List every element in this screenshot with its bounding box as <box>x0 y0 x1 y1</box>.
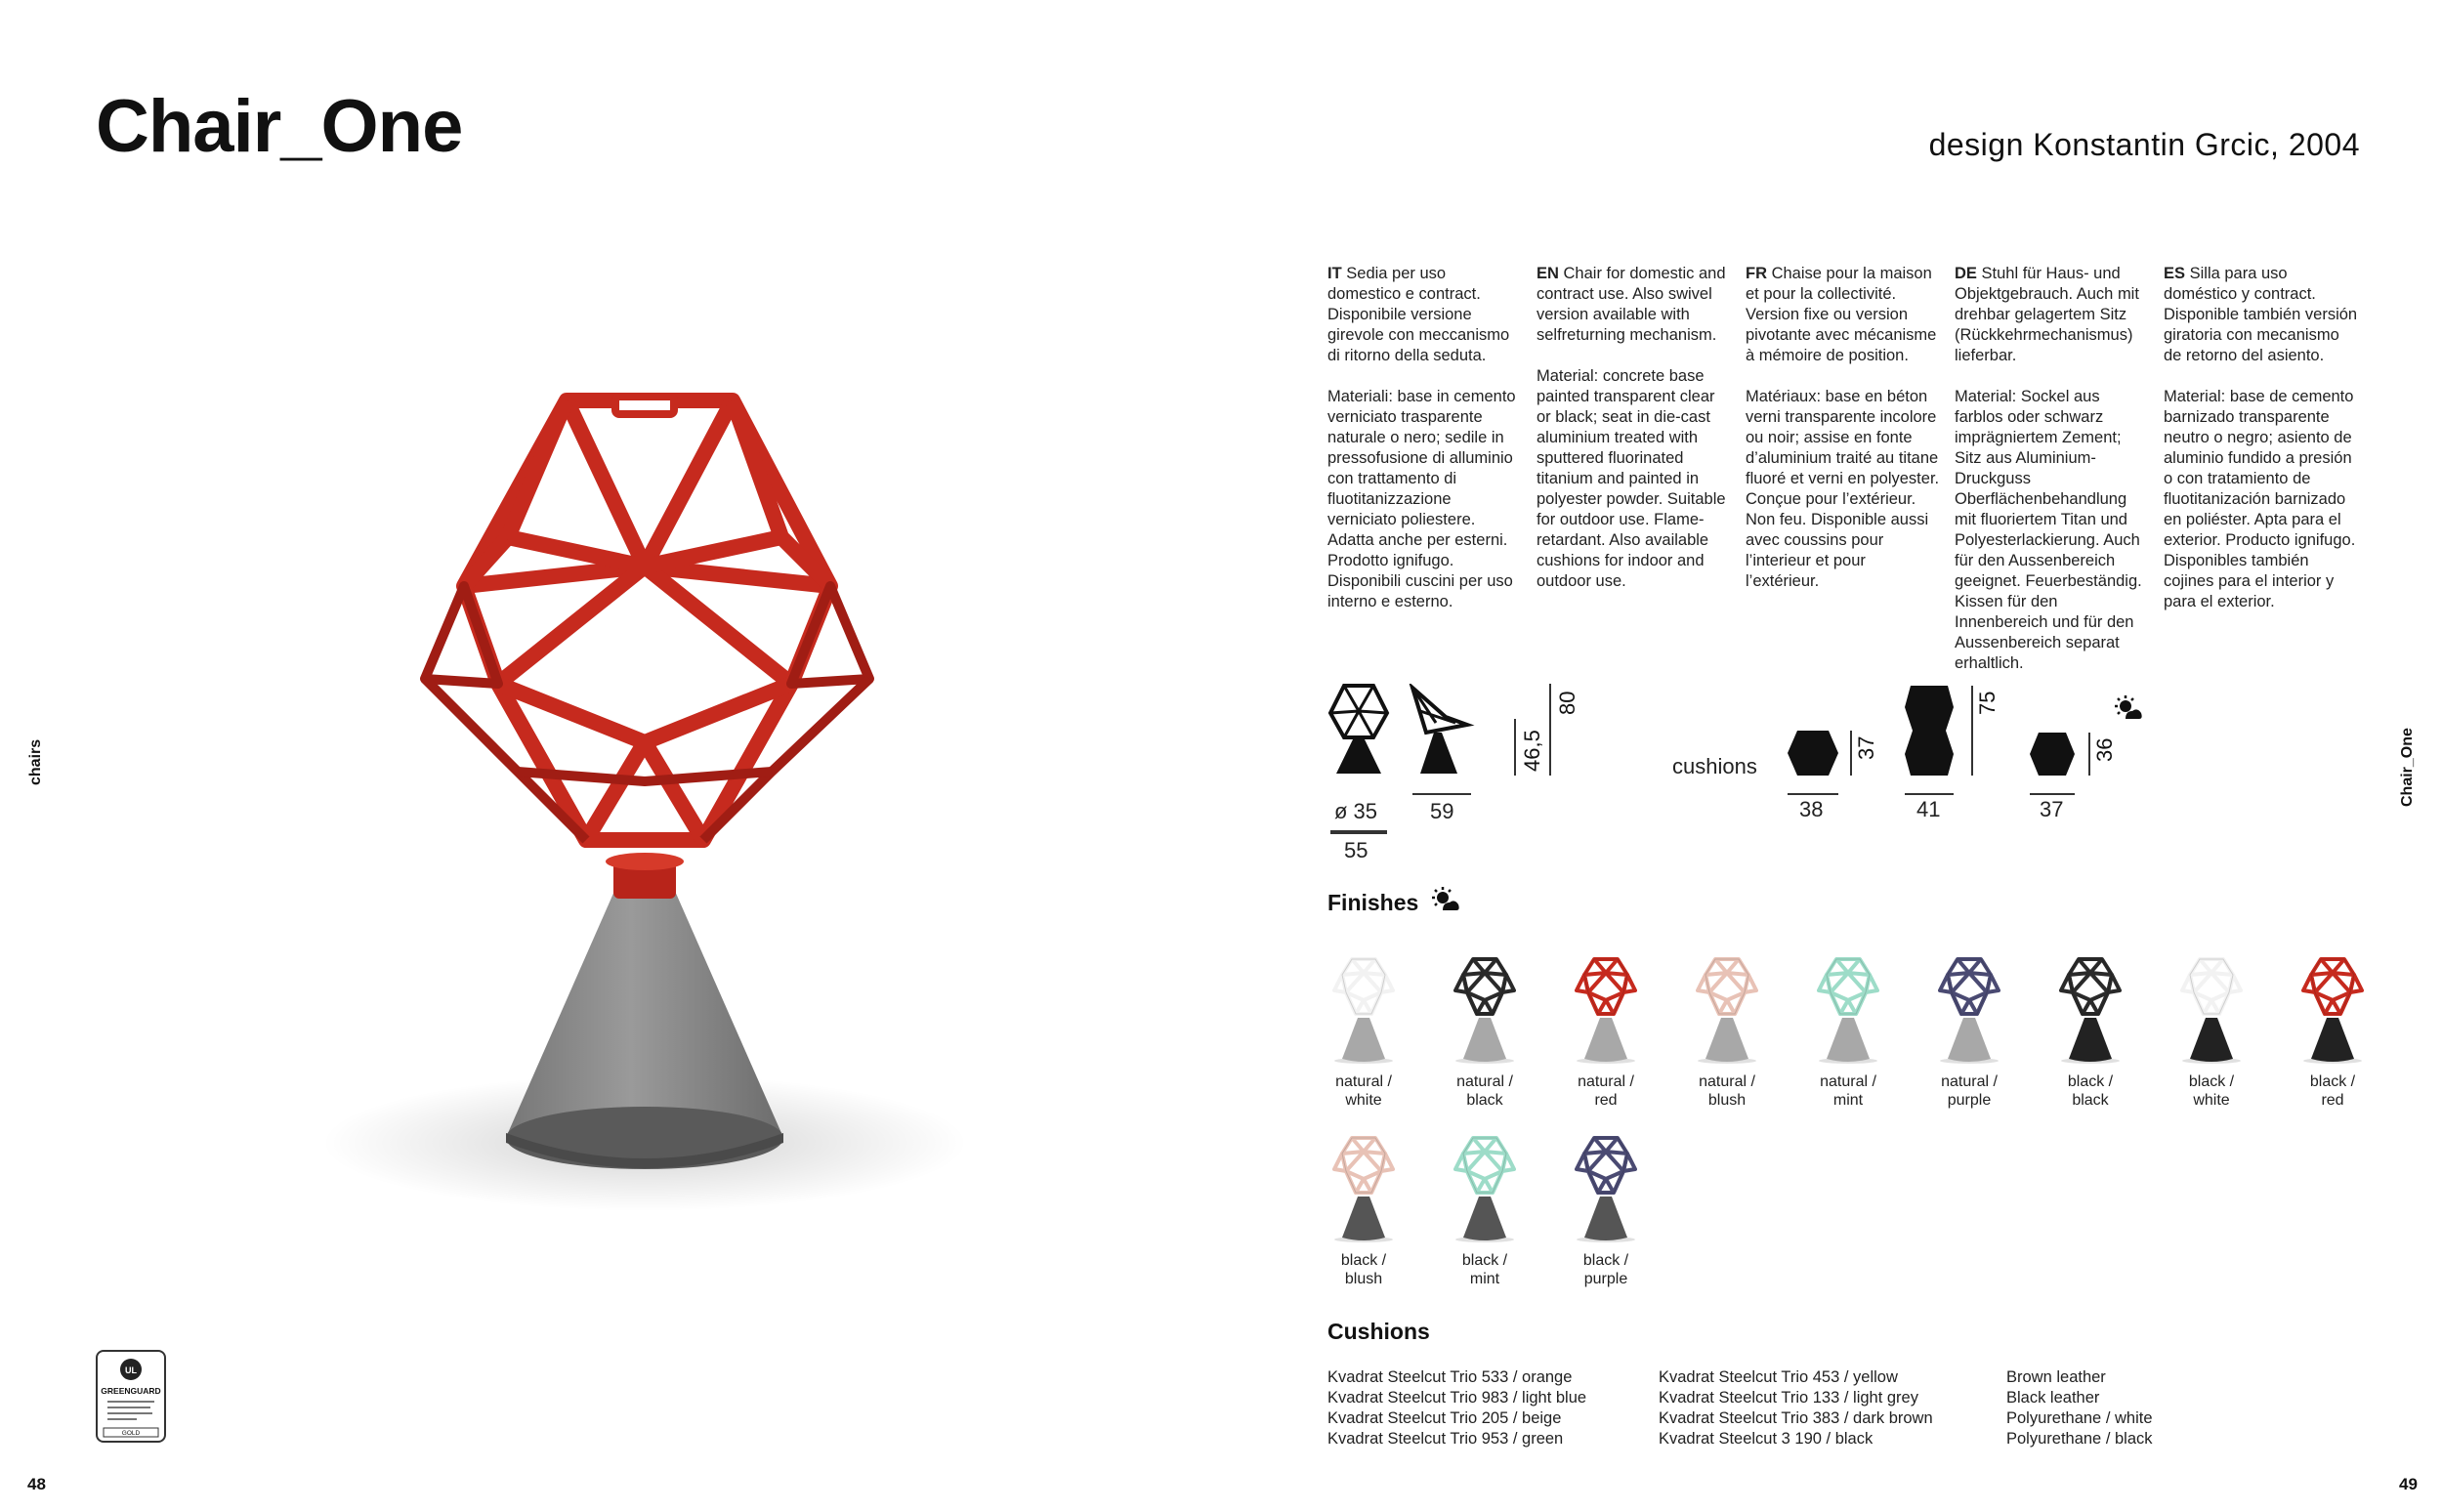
dim-diameter: ø 35 <box>1334 799 1378 823</box>
cushion-option: Kvadrat Steelcut 3 190 / black <box>1659 1430 1874 1448</box>
finish-swatch <box>1321 957 1407 1110</box>
description-de <box>1955 264 2150 694</box>
greenguard-text: GREENGUARD <box>101 1386 161 1396</box>
cushion-option: Polyurethane / white <box>2006 1409 2153 1427</box>
finish-swatch <box>1321 1136 1407 1288</box>
finish-chair-icon <box>1567 957 1645 1065</box>
finish-chair-icon <box>1446 957 1524 1065</box>
cushion-option: Brown leather <box>2006 1368 2106 1386</box>
cushion-option: Kvadrat Steelcut Trio 133 / light grey <box>1659 1389 1918 1407</box>
dim-line-cushion3-width <box>2030 793 2075 795</box>
finish-label-line2: blush <box>1707 1092 1747 1109</box>
material-text: Material: Sockel aus farblos oder schwarz imprägniertem Zement; Sitz aus Aluminium-Druckguss Oberflächenbehandlung mit fluoriertem Titan und Polyesterlackierung. Auch für den Aussenbereich geeignet. Feuerbeständig. Kissen für den Innenbereich und für den Aussenbereich separat erhaltlich. <box>1955 388 2142 672</box>
cushions-heading: Cushions <box>1327 1319 1430 1344</box>
dim-line-cushion1-width <box>1788 793 1838 795</box>
cushion-option: Kvadrat Steelcut Trio 983 / light blue <box>1327 1389 1587 1407</box>
dim-cushion3-height: 36 <box>2092 737 2117 762</box>
finish-chair-icon <box>1567 1136 1645 1243</box>
cushion-option: Kvadrat Steelcut Trio 453 / yellow <box>1659 1368 1898 1386</box>
finish-chair-icon <box>1688 957 1766 1065</box>
dim-line-height <box>1549 684 1551 776</box>
finish-chair-icon <box>1325 957 1403 1065</box>
intro-text: Sedia per uso domestico e contract. Disponibile versione girevole con meccanismo di ritorno della seduta. <box>1327 265 1510 364</box>
finish-chair-icon <box>1809 957 1887 1065</box>
finish-label-line1: black / <box>1340 1252 1387 1269</box>
description-en <box>1537 264 1732 612</box>
dim-cushion1-width: 38 <box>1799 797 1824 821</box>
chair-photo <box>322 391 1026 1270</box>
finish-chair-icon <box>1446 1136 1524 1243</box>
lang-code: EN <box>1537 265 1559 282</box>
finish-swatch <box>1442 957 1528 1110</box>
material-text: Material: concrete base painted transparent clear or black; seat in die-cast aluminium treated with sputtered fluorinated titanium and painted in polyester powder. Suitable for outdoor use. Flame-retardant. Also available cushions for indoor and outdoor use. <box>1537 367 1726 590</box>
description-fr <box>1746 264 1941 612</box>
finish-label-line2: blush <box>1344 1271 1383 1287</box>
dim-line-seat-height <box>1514 719 1516 776</box>
cushions-dim-label: cushions <box>1672 754 1757 778</box>
finish-label-line2: purple <box>1947 1092 1992 1109</box>
material-text: Matériaux: base en béton verni transparente incolore ou noir; assise en fonte d’aluminium traité au titane fluoré et verni en polyester. Conçue pour l’extérieur. Non feu. Disponible aussi avec coussins pour l’interieur et pour l’extérieur. <box>1746 388 1940 590</box>
chair-front-silhouette-icon <box>1325 684 1393 777</box>
dim-line-depth <box>1412 793 1471 795</box>
finish-swatch <box>2168 957 2254 1110</box>
finish-label-line1: natural / <box>1456 1073 1513 1090</box>
cushion-option: Kvadrat Steelcut Trio 383 / dark brown <box>1659 1409 1933 1427</box>
cushion-list-3 <box>2006 1367 2153 1449</box>
finish-swatch <box>2290 957 2376 1110</box>
dim-line-cushion3-height <box>2088 733 2090 776</box>
finish-label-line1: natural / <box>1699 1073 1755 1090</box>
outdoor-sun-cloud-icon <box>1431 887 1460 914</box>
finish-swatch <box>1563 1136 1649 1288</box>
page-title: Chair_One <box>96 85 463 168</box>
finish-label-line1: black / <box>2188 1073 2235 1090</box>
cushion-full-icon <box>1905 686 1954 776</box>
finish-swatch <box>1926 957 2012 1110</box>
lang-code: DE <box>1955 265 1977 282</box>
dim-seat-height: 46,5 <box>1520 730 1544 772</box>
lang-code: FR <box>1746 265 1767 282</box>
description-es <box>2164 264 2359 633</box>
chair-side-silhouette-icon <box>1407 684 1475 777</box>
page-number-left: 48 <box>27 1475 46 1493</box>
finish-swatch <box>1442 1136 1528 1288</box>
finish-label-line2: black <box>1466 1092 1503 1109</box>
greenguard-badge <box>96 1350 166 1443</box>
dim-cushion2-height: 75 <box>1975 691 2000 715</box>
finish-label-line1: black / <box>2067 1073 2114 1090</box>
intro-text: Chaise pour la maison et pour la collectivité. Version fixe ou version pivotante avec mécanisme à mémoire de position. <box>1746 265 1937 364</box>
finish-label-line2: white <box>1345 1092 1382 1109</box>
finish-chair-icon <box>1930 957 2008 1065</box>
dim-line-width <box>1330 832 1387 834</box>
material-text: Materiali: base in cemento verniciato trasparente naturale o nero; sedile in pressofusione di alluminio con trattamento di fluotitanizzazione verniciato poliestere. Adatta anche per esterni. Prodotto ignifugo. Disponibili cuscini per uso interno e esterno. <box>1327 388 1516 610</box>
cushion-seat-icon <box>1788 731 1838 776</box>
dim-line-cushion2-width <box>1905 793 1954 795</box>
section-label: chairs <box>27 738 44 785</box>
finishes-heading <box>1327 887 1460 916</box>
finish-label-line1: natural / <box>1335 1073 1392 1090</box>
finish-label-line2: black <box>2072 1092 2109 1109</box>
dim-height: 80 <box>1555 691 1579 715</box>
finish-label-line1: black / <box>1461 1252 1508 1269</box>
finish-swatch <box>1684 957 1770 1110</box>
cushion-option: Kvadrat Steelcut Trio 205 / beige <box>1327 1409 1562 1427</box>
finish-swatch <box>1805 957 1891 1110</box>
cushion-option: Polyurethane / black <box>2006 1430 2153 1448</box>
finish-swatch <box>1563 957 1649 1110</box>
finish-chair-icon <box>1325 1136 1403 1243</box>
finish-label-line1: natural / <box>1941 1073 1998 1090</box>
dim-cushion2-width: 41 <box>1916 797 1941 821</box>
lang-code: ES <box>2164 265 2186 282</box>
dim-line-cushion1-height <box>1850 731 1852 776</box>
finish-label-line1: natural / <box>1578 1073 1634 1090</box>
cushion-option: Black leather <box>2006 1389 2100 1407</box>
finish-label-line2: mint <box>1832 1092 1864 1109</box>
outdoor-sun-cloud-icon <box>2114 695 2143 723</box>
greenguard-logo <box>98 1352 164 1441</box>
cushion-option: Kvadrat Steelcut Trio 533 / orange <box>1327 1368 1573 1386</box>
page-number-right: 49 <box>2399 1475 2418 1493</box>
dim-cushion3-width: 37 <box>2040 797 2064 821</box>
designer-credit: design Konstantin Grcic, 2004 <box>1928 127 2360 162</box>
finish-chair-icon <box>2051 957 2129 1065</box>
intro-text: Silla para uso doméstico y contract. Disponible también versión giratoria con mecanismo de retorno del asiento. <box>2164 265 2358 364</box>
cushion-list-1 <box>1327 1367 1586 1449</box>
description-it <box>1327 264 1523 633</box>
finish-chair-icon <box>2172 957 2251 1065</box>
finishes-title: Finishes <box>1327 890 1419 915</box>
dim-line-cushion2-height <box>1971 686 1973 776</box>
finish-label-line2: red <box>2321 1092 2344 1109</box>
material-text: Material: base de cemento barnizado transparente neutro o negro; asiento de aluminio fundido a presión o con tratamiento de fluotitanización barnizado en poliéster. Apta para el exterior. Producto ignifugo. Disponibles también cojines para el interior y para el exterior. <box>2164 388 2356 610</box>
finish-label-line2: white <box>2193 1092 2230 1109</box>
finish-label-line1: natural / <box>1820 1073 1876 1090</box>
svg-text:UL: UL <box>125 1365 137 1375</box>
finish-label-line2: purple <box>1583 1271 1628 1287</box>
lang-code: IT <box>1327 265 1342 282</box>
intro-text: Stuhl für Haus- und Objektgebrauch. Auch mit drehbar gelagertem Sitz (Rückkehrmechanismus) lieferbar. <box>1955 265 2139 364</box>
cushion-option: Kvadrat Steelcut Trio 953 / green <box>1327 1430 1564 1448</box>
dim-cushion1-height: 37 <box>1854 735 1878 760</box>
finish-chair-icon <box>2294 957 2372 1065</box>
dim-width: 55 <box>1344 838 1368 862</box>
finish-swatch <box>2047 957 2133 1110</box>
cushion-outdoor-icon <box>2030 733 2075 776</box>
finish-label-line1: black / <box>1582 1252 1629 1269</box>
cushion-list-2 <box>1659 1367 1933 1449</box>
greenguard-level: GOLD <box>121 1430 141 1437</box>
dim-depth: 59 <box>1430 799 1454 823</box>
product-side-label: Chair_One <box>2399 728 2416 807</box>
intro-text: Chair for domestic and contract use. Also swivel version available with selfreturning mechanism. <box>1537 265 1726 344</box>
finish-label-line1: black / <box>2309 1073 2356 1090</box>
finish-label-line2: mint <box>1469 1271 1500 1287</box>
finish-label-line2: red <box>1594 1092 1618 1109</box>
